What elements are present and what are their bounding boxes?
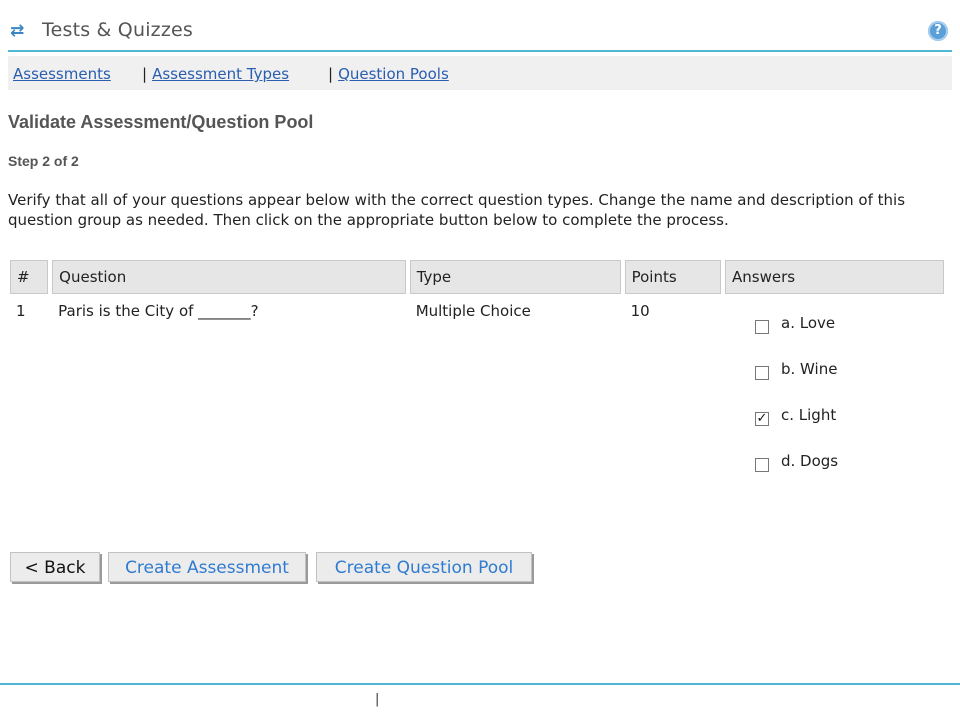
- answer-label-d: d. Dogs: [781, 452, 839, 470]
- nav-item-question-pools: [328, 65, 449, 83]
- question-number: 1: [16, 302, 26, 320]
- nav-bar: [8, 56, 952, 90]
- question-points: 10: [630, 302, 650, 320]
- answer-checkbox-b[interactable]: [755, 366, 769, 380]
- answers-cell: [725, 294, 944, 498]
- column-header-type: Type: [410, 260, 621, 294]
- create-question-pool-button[interactable]: Create Question Pool: [316, 552, 532, 582]
- answer-checkbox-c[interactable]: ✓: [756, 411, 768, 426]
- nav-separator: |: [328, 65, 334, 83]
- back-button[interactable]: < Back: [10, 552, 100, 582]
- instructions-text: Verify that all of your questions appear below with the correct question types. Change the name and description of this question group as needed. Then click on the appropriate button below to complete the process.: [8, 191, 906, 229]
- nav-link-question-pools[interactable]: Question Pools: [338, 65, 449, 83]
- tool-title: Tests & Quizzes: [42, 19, 194, 41]
- column-header-answers: Answers: [725, 260, 944, 294]
- answer-option-a: [755, 314, 938, 360]
- column-header-number: #: [10, 260, 48, 294]
- nav-item-assessment-types: [142, 65, 289, 83]
- answer-label-c: c. Light: [781, 406, 837, 424]
- column-header-question: Question: [52, 260, 406, 294]
- answer-label-b: b. Wine: [781, 360, 838, 378]
- answer-option-b: [755, 360, 938, 406]
- answer-checkbox-d[interactable]: [755, 458, 769, 472]
- step-indicator: Step 2 of 2: [8, 153, 79, 169]
- tool-header: [8, 14, 952, 52]
- answer-label-a: a. Love: [781, 314, 836, 332]
- footer-separator: |: [375, 692, 380, 707]
- answer-checkbox-a[interactable]: [755, 320, 769, 334]
- nav-item-assessments: [13, 65, 111, 83]
- answer-list: [731, 302, 938, 498]
- nav-separator: |: [142, 65, 148, 83]
- nav-link-assessment-types[interactable]: Assessment Types: [152, 65, 290, 83]
- questions-table: [6, 260, 948, 498]
- nav-link-assessments[interactable]: Assessments: [13, 65, 111, 83]
- column-header-points: Points: [625, 260, 721, 294]
- create-assessment-button[interactable]: Create Assessment: [108, 552, 306, 582]
- refresh-icon[interactable]: ⇄: [10, 21, 25, 41]
- page-title: Validate Assessment/Question Pool: [8, 112, 314, 132]
- table-header-row: [10, 260, 944, 294]
- question-type: Multiple Choice: [415, 302, 531, 320]
- question-text: Paris is the City of _______?: [58, 302, 259, 320]
- answer-option-c: [755, 406, 938, 452]
- answer-option-d: [755, 452, 938, 498]
- table-row: [10, 294, 944, 498]
- footer-divider: [0, 683, 960, 685]
- help-icon[interactable]: ?: [928, 21, 948, 41]
